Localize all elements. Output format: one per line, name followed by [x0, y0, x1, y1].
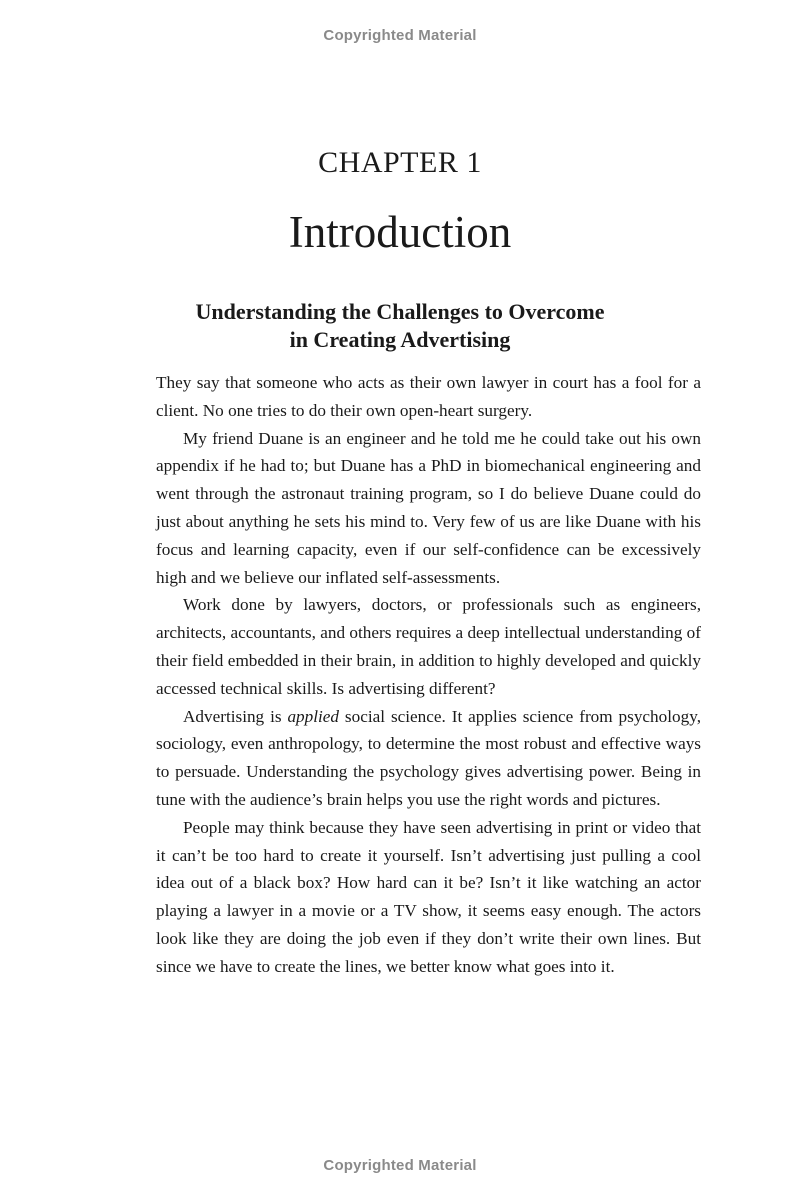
paragraph-3: Work done by lawyers, doctors, or professionals such as engineers, architects, accountants, and others requires a deep intellectual understanding of their field embedded in their brain, in addition to highly developed and quickly accessed technical skills. Is advertising different? — [156, 595, 701, 698]
paragraph-4-lead: Advertising is — [183, 706, 288, 726]
copyright-watermark-top: Copyrighted Material — [323, 27, 477, 44]
chapter-title: Introduction — [288, 207, 512, 257]
section-heading — [120, 298, 680, 354]
section-heading-line-2: in Creating Advertising — [289, 327, 511, 352]
paragraph-1: They say that someone who acts as their own lawyer in court has a fool for a client. No one tries to do their own open-heart surgery. — [156, 373, 701, 420]
paragraph-4 — [156, 703, 701, 814]
chapter-number: CHAPTER 1 — [318, 146, 482, 179]
paragraph-5: People may think because they have seen advertising in print or video that it can’t be too hard to create it yourself. Isn’t advertising just pulling a cool idea out of a black box? How hard can it be? Isn’t it like watching an actor playing a lawyer in a movie or a TV show, it seems easy enough. The actors look like they are doing the job even if they don’t write their own lines. But since we have to create the lines, we better know what goes into it. — [156, 817, 701, 976]
section-heading-line-1: Understanding the Challenges to Overcome — [195, 299, 605, 324]
paragraph-4-emphasis: applied — [287, 706, 340, 726]
paragraph-2: My friend Duane is an engineer and he told me he could take out his own appendix if he had to; but Duane has a PhD in biomechanical engineering and went through the astronaut training program, so I do believe Duane could do just about anything he sets his mind to. Very few of us are like Duane with his focus and learning capacity, even if our self-confidence can be excessively high and we believe our inflated self-assessments. — [156, 428, 701, 587]
copyright-watermark-bottom: Copyrighted Material — [323, 1157, 477, 1174]
body-text — [156, 369, 701, 981]
paragraph-4-tail: social science. It applies science from psychology, sociology, even anthropology, to determine the most robust and effective ways to persuade. Understanding the psychology gives advertising power. Being in tune with the audience’s brain helps you use the right words and pictures. — [156, 706, 701, 809]
